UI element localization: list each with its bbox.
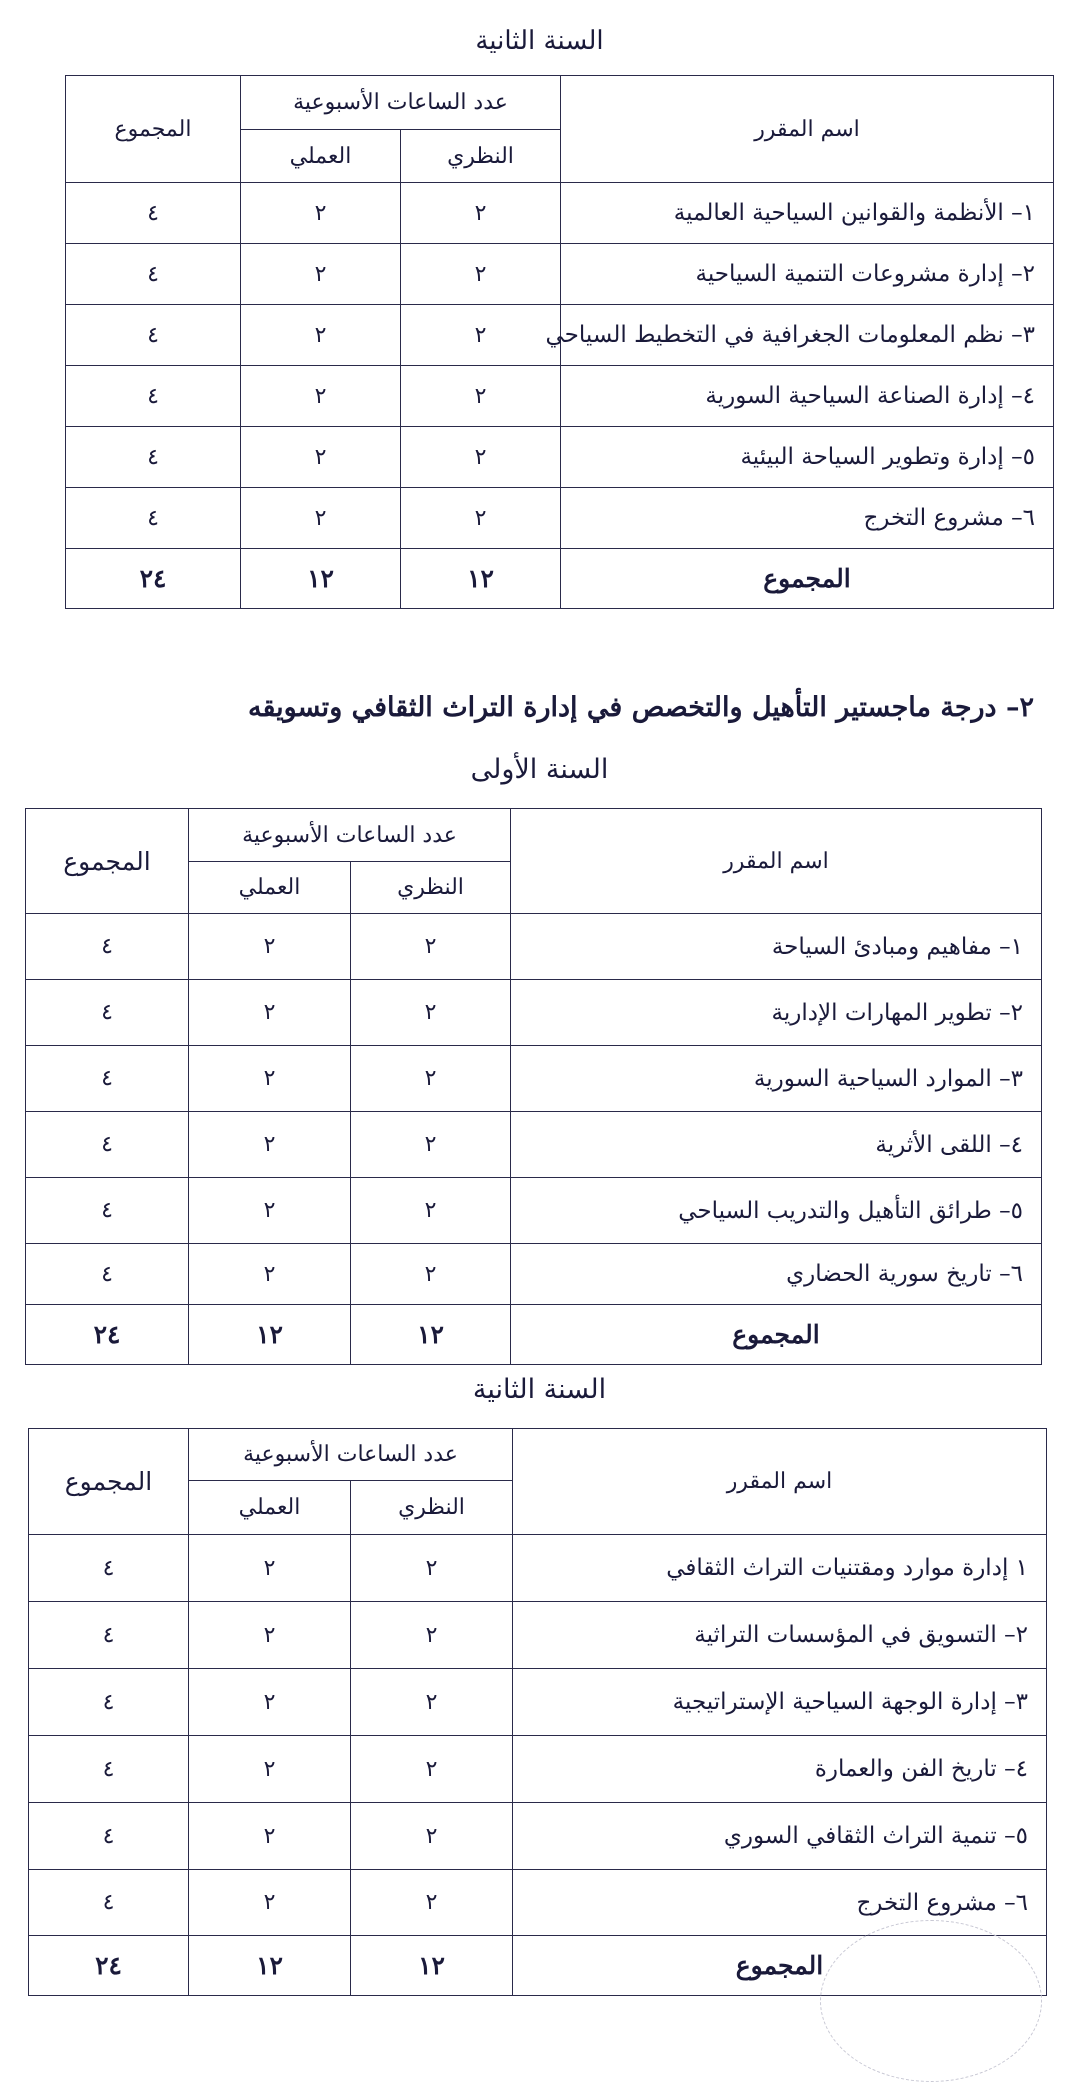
table-row [29, 1602, 1047, 1669]
col-header-name: اسم المقرر [513, 1429, 1047, 1535]
totals-practical: ١٢ [241, 549, 401, 609]
total-hours: ٤ [29, 1535, 189, 1602]
col-header-theory: النظري [351, 1481, 513, 1535]
course-name: ٤– اللقى الأثرية [511, 1112, 1042, 1178]
total-hours: ٤ [26, 914, 189, 980]
table3 [28, 1428, 1047, 1996]
course-name: ٥– طرائق التأهيل والتدريب السياحي [511, 1178, 1042, 1244]
course-name: ١ إدارة موارد ومقتنيات التراث الثقافي [513, 1535, 1047, 1602]
practical-hours: ٢ [189, 1112, 351, 1178]
theory-hours: ٢ [401, 366, 561, 427]
course-name: ٢– تطوير المهارات الإدارية [511, 980, 1042, 1046]
theory-hours: ٢ [351, 1112, 511, 1178]
total-hours: ٤ [29, 1803, 189, 1870]
col-header-theory: النظري [351, 862, 511, 914]
practical-hours: ٢ [189, 1046, 351, 1112]
col-header-theory: النظري [401, 130, 561, 183]
totals-label: المجموع [561, 549, 1054, 609]
practical-hours: ٢ [189, 1669, 351, 1736]
col-header-total: المجموع [66, 76, 241, 183]
practical-hours: ٢ [189, 1244, 351, 1305]
practical-hours: ٢ [189, 1870, 351, 1936]
total-hours: ٤ [26, 1112, 189, 1178]
theory-hours: ٢ [401, 488, 561, 549]
theory-hours: ٢ [351, 980, 511, 1046]
practical-hours: ٢ [189, 1178, 351, 1244]
col-header-name: اسم المقرر [561, 76, 1054, 183]
total-hours: ٤ [26, 1046, 189, 1112]
table1-title: السنة الثانية [475, 26, 604, 56]
practical-hours: ٢ [189, 980, 351, 1046]
table-row [66, 488, 1054, 549]
theory-hours: ٢ [401, 305, 561, 366]
practical-hours: ٢ [189, 1803, 351, 1870]
total-hours: ٤ [66, 305, 241, 366]
practical-hours: ٢ [241, 427, 401, 488]
table-row [26, 1244, 1042, 1305]
section-heading: ٢– درجة ماجستير التأهيل والتخصص في إدارة التراث الثقافي وتسويقه [248, 692, 1034, 723]
total-hours: ٤ [66, 244, 241, 305]
theory-hours: ٢ [351, 1602, 513, 1669]
table-row [66, 183, 1054, 244]
table-row [66, 366, 1054, 427]
col-header-hours: عدد الساعات الأسبوعية [241, 76, 561, 130]
theory-hours: ٢ [351, 1669, 513, 1736]
totals-label: المجموع [511, 1305, 1042, 1365]
table-row [26, 1112, 1042, 1178]
totals-theory: ١٢ [351, 1305, 511, 1365]
practical-hours: ٢ [189, 1602, 351, 1669]
total-hours: ٤ [66, 488, 241, 549]
total-hours: ٤ [26, 980, 189, 1046]
theory-hours: ٢ [351, 1178, 511, 1244]
table-row [66, 244, 1054, 305]
totals-label: المجموع [513, 1936, 1047, 1996]
table-row [26, 1046, 1042, 1112]
total-hours: ٤ [29, 1669, 189, 1736]
total-hours: ٤ [66, 366, 241, 427]
practical-hours: ٢ [241, 244, 401, 305]
col-header-practical: العملي [241, 130, 401, 183]
course-name: ١– الأنظمة والقوانين السياحية العالمية [561, 183, 1054, 244]
col-header-hours: عدد الساعات الأسبوعية [189, 809, 511, 862]
practical-hours: ٢ [189, 914, 351, 980]
total-hours: ٤ [26, 1178, 189, 1244]
course-name: ٣– الموارد السياحية السورية [511, 1046, 1042, 1112]
col-header-name: اسم المقرر [511, 809, 1042, 914]
totals-total: ٢٤ [26, 1305, 189, 1365]
practical-hours: ٢ [241, 488, 401, 549]
table-row [26, 980, 1042, 1046]
total-hours: ٤ [29, 1736, 189, 1803]
table-row [26, 914, 1042, 980]
col-header-practical: العملي [189, 862, 351, 914]
col-header-total: المجموع [29, 1429, 189, 1535]
col-header-hours: عدد الساعات الأسبوعية [189, 1429, 513, 1481]
theory-hours: ٢ [351, 1244, 511, 1305]
course-name: ٣– نظم المعلومات الجغرافية في التخطيط السياحي [561, 305, 1054, 366]
theory-hours: ٢ [351, 914, 511, 980]
theory-hours: ٢ [351, 1803, 513, 1870]
totals-row [66, 549, 1054, 609]
totals-row [26, 1305, 1042, 1365]
total-hours: ٤ [66, 427, 241, 488]
practical-hours: ٢ [241, 366, 401, 427]
table1 [65, 75, 1054, 609]
course-name: ٤– تاريخ الفن والعمارة [513, 1736, 1047, 1803]
table-row [26, 1178, 1042, 1244]
totals-theory: ١٢ [401, 549, 561, 609]
totals-practical: ١٢ [189, 1305, 351, 1365]
total-hours: ٤ [29, 1870, 189, 1936]
totals-total: ٢٤ [29, 1936, 189, 1996]
totals-theory: ١٢ [351, 1936, 513, 1996]
total-hours: ٤ [66, 183, 241, 244]
practical-hours: ٢ [189, 1535, 351, 1602]
totals-practical: ١٢ [189, 1936, 351, 1996]
totals-total: ٢٤ [66, 549, 241, 609]
course-name: ٣– إدارة الوجهة السياحية الإستراتيجية [513, 1669, 1047, 1736]
faint-stamp-mark [820, 1920, 1042, 2082]
practical-hours: ٢ [241, 183, 401, 244]
total-hours: ٤ [26, 1244, 189, 1305]
course-name: ٦– مشروع التخرج [513, 1870, 1047, 1936]
course-name: ٢– التسويق في المؤسسات التراثية [513, 1602, 1047, 1669]
table-row [66, 427, 1054, 488]
table3-title: السنة الثانية [472, 1374, 607, 1405]
col-header-total: المجموع [26, 809, 189, 914]
course-name: ٤– إدارة الصناعة السياحية السورية [561, 366, 1054, 427]
practical-hours: ٢ [189, 1736, 351, 1803]
col-header-practical: العملي [189, 1481, 351, 1535]
theory-hours: ٢ [401, 244, 561, 305]
total-hours: ٤ [29, 1602, 189, 1669]
theory-hours: ٢ [401, 183, 561, 244]
table-row [29, 1803, 1047, 1870]
theory-hours: ٢ [351, 1870, 513, 1936]
table-row [29, 1736, 1047, 1803]
theory-hours: ٢ [351, 1736, 513, 1803]
course-name: ١– مفاهيم ومبادئ السياحة [511, 914, 1042, 980]
course-name: ٦– تاريخ سورية الحضاري [511, 1244, 1042, 1305]
table-row [29, 1669, 1047, 1736]
table2 [25, 808, 1042, 1365]
theory-hours: ٢ [351, 1535, 513, 1602]
table-row [29, 1535, 1047, 1602]
course-name: ٢– إدارة مشروعات التنمية السياحية [561, 244, 1054, 305]
course-name: ٥– تنمية التراث الثقافي السوري [513, 1803, 1047, 1870]
theory-hours: ٢ [401, 427, 561, 488]
table2-title: السنة الأولى [470, 754, 609, 785]
table-row [66, 305, 1054, 366]
course-name: ٦– مشروع التخرج [561, 488, 1054, 549]
theory-hours: ٢ [351, 1046, 511, 1112]
practical-hours: ٢ [241, 305, 401, 366]
course-name: ٥– إدارة وتطوير السياحة البيئية [561, 427, 1054, 488]
